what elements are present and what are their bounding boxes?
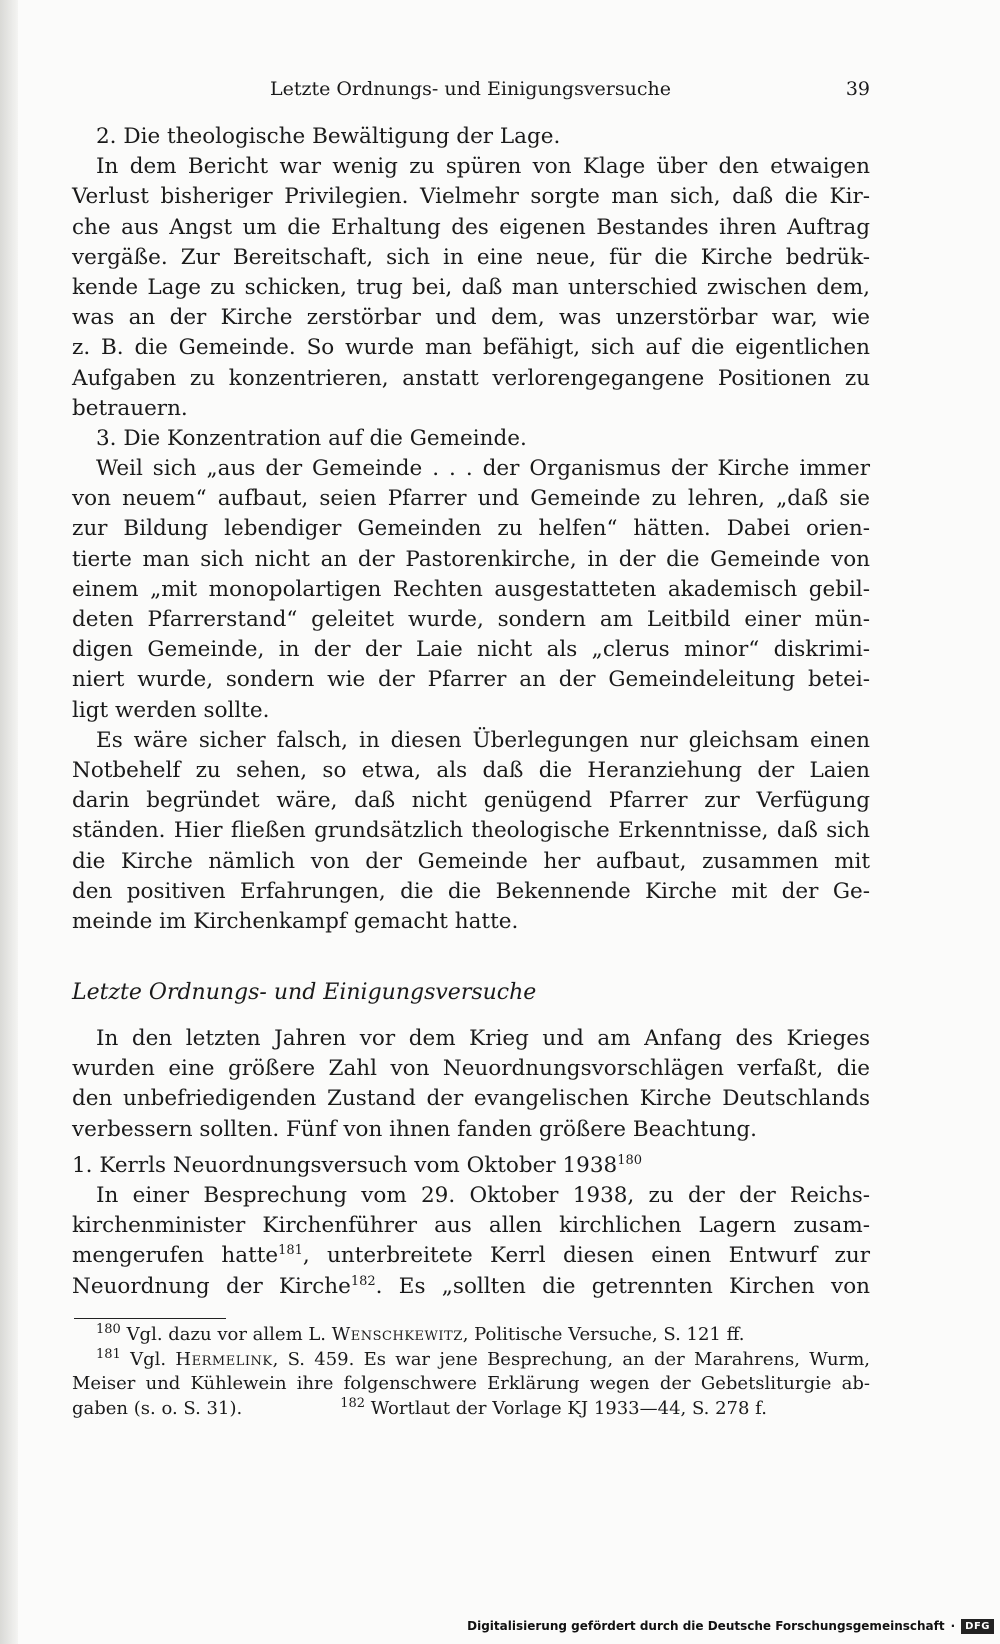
footnote-181-end-and-182: gaben (s. o. S. 31). $^{182}$ Wortlaut der Vorlage KJ 1933—44, S. 278 f. <box>72 1395 767 1419</box>
text-line: deten Pfarrerstand“ geleitet wurde, sondern am Leitbild einer mün- <box>72 607 870 632</box>
footnote-181-continued: Meiser und Kühlewein ihre folgenschwere Erklärung wegen der Gebetsliturgie ab- <box>72 1373 870 1394</box>
main-text <box>72 122 870 937</box>
footnote-182: Wortlaut der Vorlage KJ 1933—44, S. 278 f. <box>370 1397 767 1419</box>
section-heading: Letzte Ordnungs- und Einigungsversuche <box>72 980 537 1005</box>
text-line: che aus Angst um die Erhaltung des eigenen Bestandes ihren Auftrag <box>72 214 870 240</box>
footnote-ref: 182 <box>350 1273 376 1289</box>
footnote-ref: 181 <box>278 1243 303 1259</box>
text-line: was an der Kirche zerstörbar und dem, was unzerstörbar war, wie <box>72 305 870 331</box>
text-line: die Kirche nämlich von der Gemeinde her aufbaut, zusammen mit <box>72 848 870 874</box>
text-line: Es wäre sicher falsch, in diesen Überlegungen nur gleichsam einen <box>96 727 870 753</box>
running-title: Letzte Ordnungs- und Einigungsversuche <box>270 78 671 100</box>
funding-note: Digitalisierung gefördert durch die Deutsche Forschungsgemeinschaft <box>467 1619 945 1633</box>
text-line: Notbehelf zu sehen, so etwa, als daß die Heranziehung der Laien <box>72 757 870 783</box>
text-line: von neuem“ aufbaut, seien Pfarrer und Gemeinde zu lehren, „daß sie <box>72 486 870 512</box>
footnote-181: $^{181}$ Vgl. Hermelink, S. 459. Es war jene Besprechung, an der Marahrens, Wurm, <box>96 1346 870 1370</box>
text-line: 3. Die Konzentration auf die Gemeinde. <box>96 425 527 451</box>
running-header <box>72 78 870 106</box>
section-text <box>72 1024 870 1302</box>
subsection-title: 1. Kerrls Neuordnungsversuch vom Oktober 1938$^{180}$ <box>72 1152 643 1178</box>
text-line: In einer Besprechung vom 29. Oktober 1938, zu der der Reichs- <box>96 1182 870 1208</box>
text-line: vergäße. Zur Bereitschaft, sich in eine neue, für die Kirche bedrük- <box>72 244 870 270</box>
text-line: kende Lage zu schicken, trug bei, daß man unterschied zwischen dem, <box>72 274 870 300</box>
section-intro-paragraph <box>72 1024 870 1145</box>
subsection-paragraph <box>72 1181 870 1302</box>
page-number: 39 <box>845 78 870 100</box>
text-line: mengerufen hatte$^{181}$, unterbreitete Kerrl diesen einen Entwurf zur <box>72 1243 870 1269</box>
text-line: In den letzten Jahren vor dem Krieg und am Anfang des Krieges <box>96 1026 870 1051</box>
text-line: betrauern. <box>72 395 188 421</box>
dfg-logo: DFG <box>961 1619 994 1634</box>
text-line: meinde im Kirchenkampf gemacht hatte. <box>72 908 519 934</box>
text-line: Verlust bisheriger Privilegien. Vielmehr sorgte man sich, daß die Kir- <box>72 184 870 210</box>
text-line: kirchenminister Kirchenführer aus allen kirchlichen Lagern zusam- <box>72 1213 870 1239</box>
text-line: In dem Bericht war wenig zu spüren von Klage über den etwaigen <box>96 154 870 180</box>
text-line: 2. Die theologische Bewältigung der Lage. <box>96 124 561 149</box>
text-line: ständen. Hier fließen grundsätzlich theologische Erkenntnisse, daß sich <box>72 818 870 844</box>
text-line: darin begründet wäre, daß nicht genügend Pfarrer zur Verfügung <box>72 788 870 814</box>
text-line: tierte man sich nicht an der Pastorenkirche, in der die Gemeinde von <box>72 546 870 572</box>
text-line: den unbefriedigenden Zustand der evangelischen Kirche Deutschlands <box>72 1086 870 1112</box>
text-line: ligt werden sollte. <box>72 697 270 723</box>
footnote-rule <box>74 1318 226 1319</box>
text-line: z. B. die Gemeinde. So wurde man befähigt, sich auf die eigentlichen <box>72 335 870 361</box>
text-line: den positiven Erfahrungen, die die Bekennende Kirche mit der Ge- <box>72 878 870 904</box>
digitization-banner: Digitalisierung gefördert durch die Deutsche Forschungsgemeinschaft · DFG <box>467 1616 994 1636</box>
text-line: Aufgaben zu konzentrieren, anstatt verlorengegangene Positionen zu <box>72 365 870 391</box>
text-line: niert wurde, sondern wie der Pfarrer an der Gemeindeleitung betei- <box>72 667 870 693</box>
text-line: verbessern sollten. Fünf von ihnen fanden größere Beachtung. <box>72 1116 757 1142</box>
text-line: digen Gemeinde, in der der Laie nicht als „clerus minor“ diskrimi- <box>72 637 870 663</box>
text-line: Neuordnung der Kirche$^{182}$. Es „sollten die getrennten Kirchen von <box>72 1273 870 1299</box>
footnote-ref: 180 <box>617 1152 643 1168</box>
text-line: wurden eine größere Zahl von Neuordnungsvorschlägen verfaßt, die <box>72 1056 870 1082</box>
footnote-180: $^{180}$ Vgl. dazu vor allem L. Wenschkewitz, Politische Versuche, S. 121 ff. <box>96 1322 745 1345</box>
text-line: einem „mit monopolartigen Rechten ausgestatteten akademisch gebil- <box>72 576 870 602</box>
page-gutter-shadow <box>0 0 18 1644</box>
text-line: zur Bildung lebendiger Gemeinden zu helfen“ hätten. Dabei orien- <box>72 516 870 542</box>
footnotes <box>72 1323 870 1421</box>
text-line: Weil sich „aus der Gemeinde . . . der Organismus der Kirche immer <box>96 456 870 482</box>
